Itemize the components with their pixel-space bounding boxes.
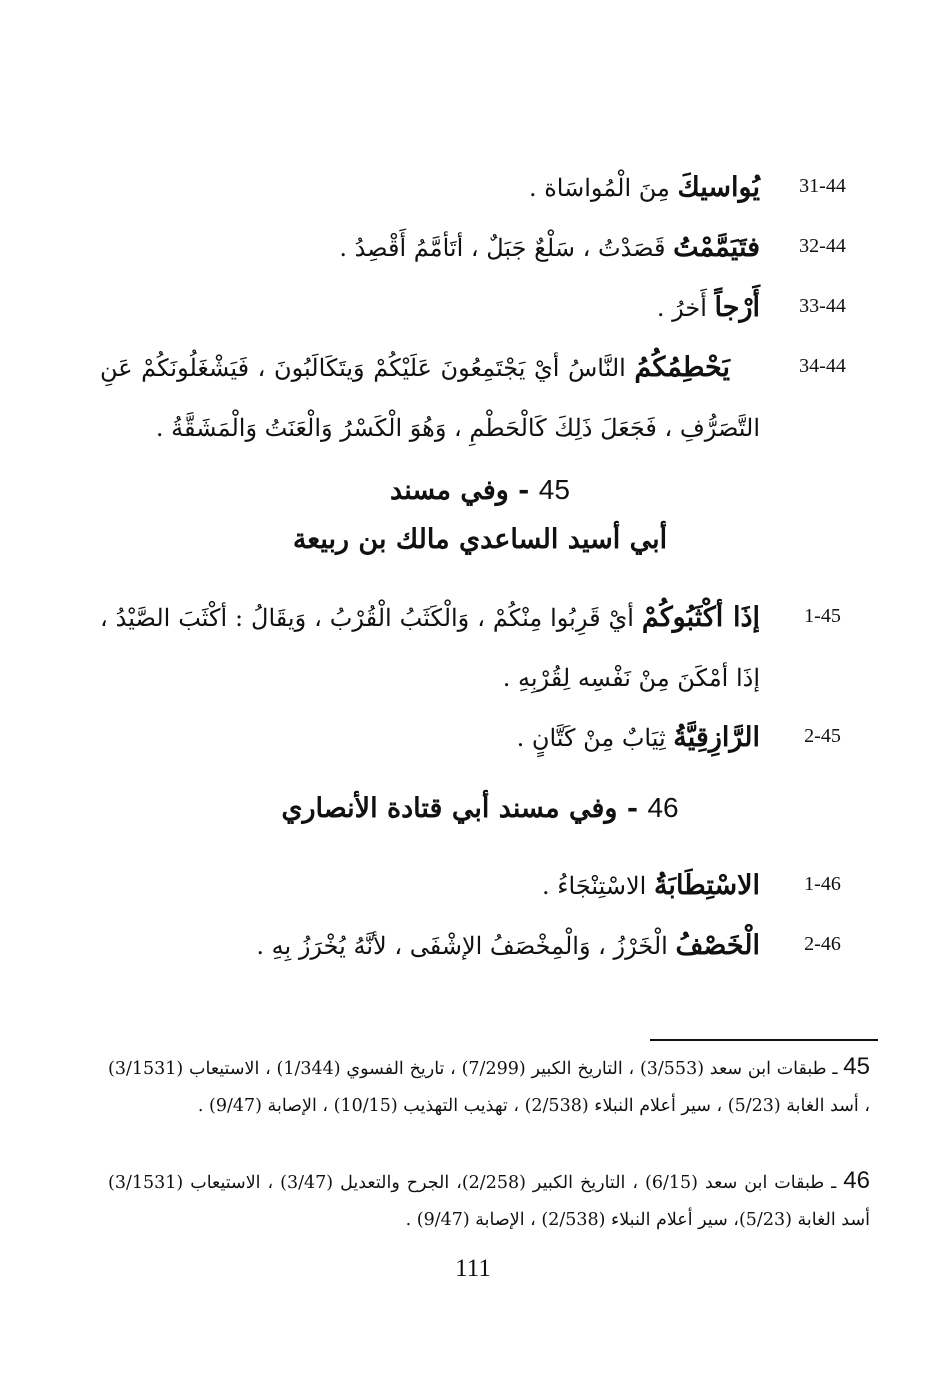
gloss-entry: [100, 708, 860, 768]
entry-text: [100, 588, 760, 708]
footnote: 45 ـ طبقات ابن سعد (3/553) ، التاريخ الكبير (7/299) ، تاريخ الفسوي (1/344) ، الاستيعاب (3/1531) ، أسد الغابة (5/23) ، سير أعلام النبلاء (2/538) ، تهذيب التهذيب (10/15) ، الإصابة (9/47) .: [108, 1053, 870, 1116]
entry-number: 33-44: [799, 295, 846, 317]
entry-number: 1-45: [804, 605, 841, 627]
section-subheading-45: [100, 524, 860, 555]
entry-headword: يَحْطِمُكُمُ: [634, 352, 730, 383]
section-title: وفي مسند أبي قتادة الأنصاري: [281, 793, 618, 824]
entry-gloss: ثِيَابٌ مِنْ كَتَّانٍ .: [516, 724, 674, 752]
entry-gloss: أيْ قَرِبُوا مِنْكُمْ ، وَالْكَثَبُ الْقُرْبُ ، وَيقَالُ : أكْثَبَ الصَّيْدُ ، إذَا أمْكَنَ مِنْ نَفْسِه لِقُرْبِهِ .: [100, 604, 760, 692]
gloss-entry: [100, 856, 860, 916]
footnote-number: 45: [843, 1053, 870, 1080]
footnote-text: طبقات ابن سعد (6/15) ، التاريخ الكبير (2/258)، الجرح والتعديل (3/47) ، الاستيعاب (3/1531) أسد الغابة (5/23)، سير أعلام النبلاء (2/538) ، الإصابة (9/47) .: [108, 1173, 870, 1230]
entry-text: [100, 158, 760, 218]
entry-gloss: النَّاسُ أيْ يَجْتَمِعُونَ عَلَيْكُمْ وَيتَكَالَبُونَ ، فَيَشْغَلُونَكُمْ عَنِ التَّصَرُّفِ ، فَجَعَلَ ذَلِكَ كَالْحَطْمِ ، وَهُوَ الْكَسْرُ وَالْعَنَتُ وَالْمَشَقَّةُ .: [100, 354, 760, 442]
gloss-entry: [100, 916, 860, 976]
section-heading-46: 46 - وفي مسند أبي قتادة الأنصاري: [281, 792, 679, 824]
entry-headword: إذَا أكْثَبُوكُمْ: [641, 602, 760, 633]
gloss-entry: [100, 278, 860, 338]
page-number: 111: [455, 1255, 491, 1282]
entry-headword: الرَّازِقِيَّةُ: [673, 722, 760, 753]
entry-text: [100, 218, 760, 278]
entry-text: [100, 916, 760, 976]
entry-gloss: قَصَدْتُ ، سَلْعٌ جَبَلٌ ، أتَأمَّمُ أَقْصِدُ .: [339, 234, 674, 262]
footnote-number: 46: [843, 1167, 870, 1194]
footnote: 46 ـ طبقات ابن سعد (6/15) ، التاريخ الكبير (2/258)، الجرح والتعديل (3/47) ، الاستيعاب (3/1531) أسد الغابة (5/23)، سير أعلام النبلاء (2/538) ، الإصابة (9/47) .: [108, 1167, 870, 1230]
entry-text: [100, 708, 760, 768]
footnote-text: طبقات ابن سعد (3/553) ، التاريخ الكبير (7/299) ، تاريخ الفسوي (1/344) ، الاستيعاب (3/1531) ، أسد الغابة (5/23) ، سير أعلام النبلاء (2/538) ، تهذيب التهذيب (10/15) ، الإصابة (9/47) .: [108, 1059, 870, 1116]
entry-gloss: الاسْتِنْجَاءُ .: [542, 872, 654, 900]
entry-headword: الْخَصْفُ: [675, 930, 760, 961]
entry-gloss: الْخَرْزُ ، وَالْمِخْصَفُ الإشْفَى ، لأنَّهُ يُخْرَزُ بِهِ .: [256, 932, 676, 960]
gloss-entry: [100, 158, 860, 218]
footnote-rule: [650, 1039, 878, 1041]
entry-number: 1-46: [804, 873, 841, 895]
entry-headword: الاسْتِطَابَةُ: [653, 870, 760, 901]
gloss-entry: [100, 338, 860, 458]
entry-number: 31-44: [799, 175, 846, 197]
entry-number: 32-44: [799, 235, 846, 257]
entry-gloss: مِنَ الْمُواسَاة .: [528, 174, 678, 202]
entry-gloss: أَخرُ .: [656, 294, 715, 322]
section-heading-45: 45 - وفي مسند: [390, 474, 570, 506]
entry-headword: أَرْجاً: [714, 292, 760, 323]
entry-text: [100, 856, 760, 916]
entry-number: 34-44: [799, 355, 846, 377]
entry-text: [100, 338, 760, 458]
entry-text: [100, 278, 760, 338]
gloss-entry: [100, 588, 860, 708]
section-title: وفي مسند: [390, 475, 509, 506]
entry-number: 2-45: [804, 725, 841, 747]
entry-headword: فتَيَمَّمْتُ: [673, 232, 760, 263]
gloss-entry: [100, 218, 860, 278]
section-subtitle: أبي أسيد الساعدي مالك بن ربيعة: [292, 524, 668, 555]
section-number: 46: [647, 792, 679, 823]
entry-headword: يُواسيكَ: [677, 172, 760, 203]
entry-number: 2-46: [804, 933, 841, 955]
section-number: 45: [538, 474, 570, 505]
